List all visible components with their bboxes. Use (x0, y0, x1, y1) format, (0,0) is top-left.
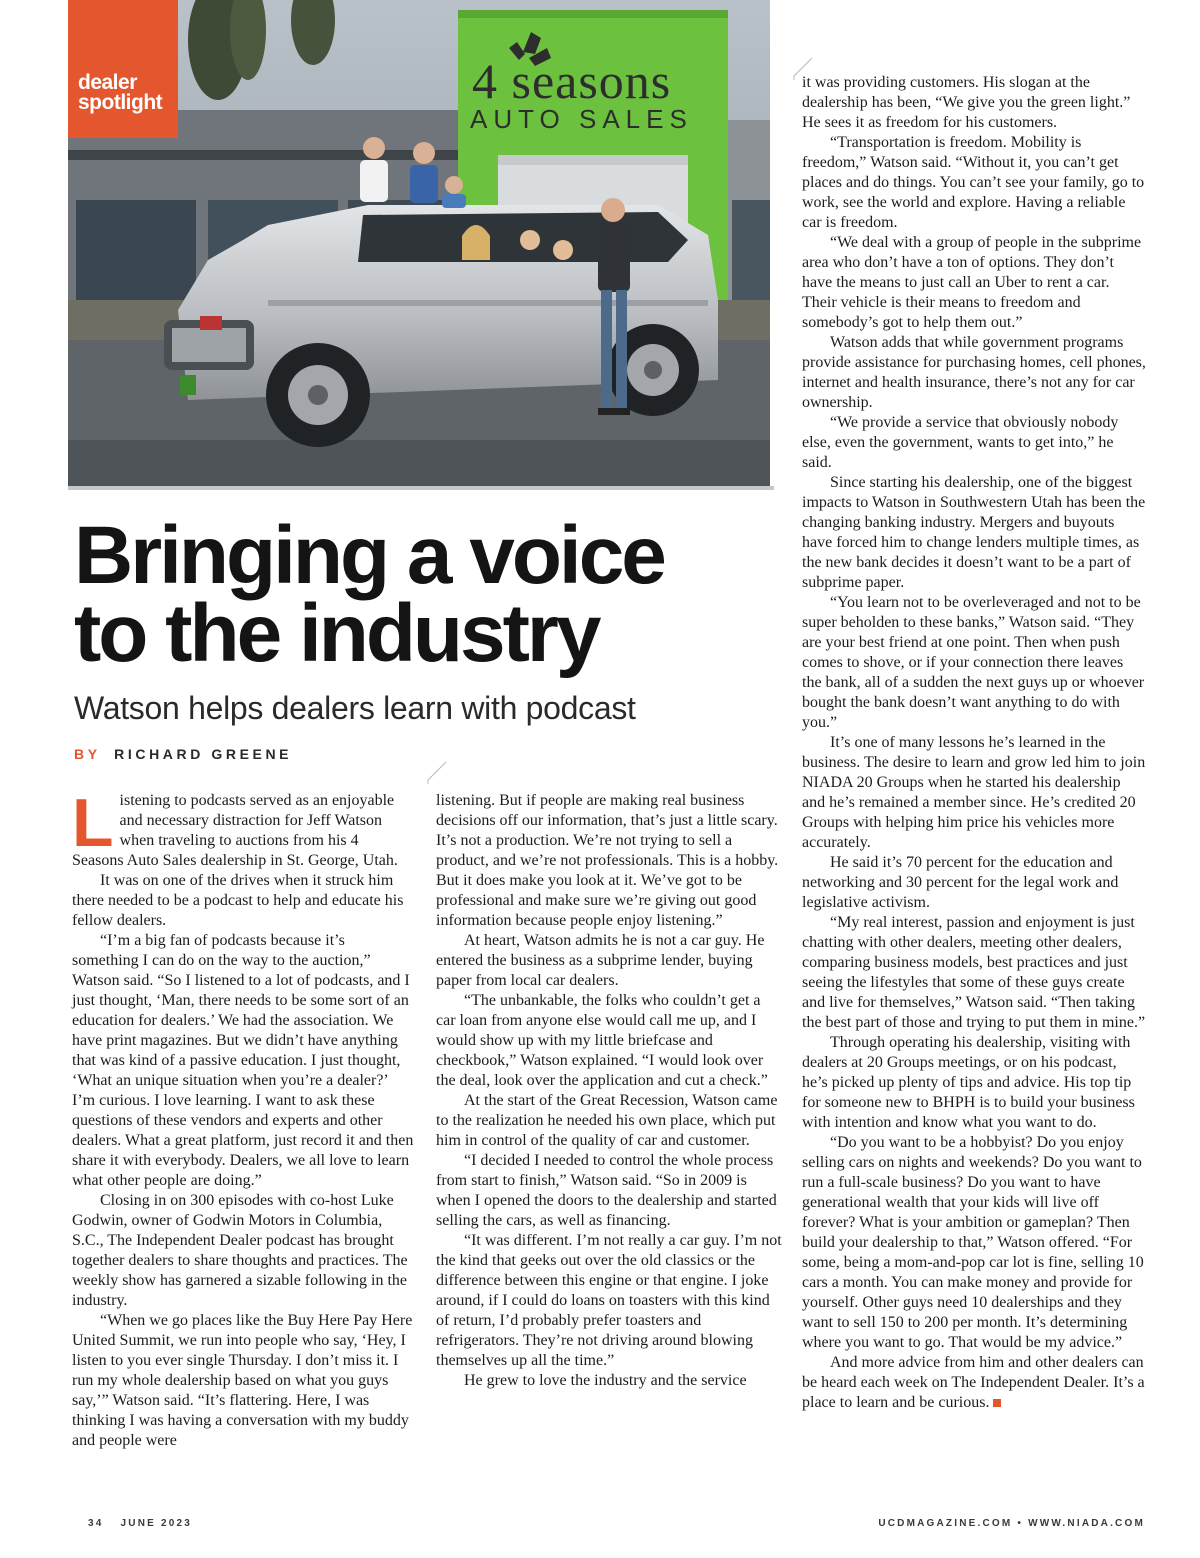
article-column-1 (72, 785, 414, 1451)
article-paragraph (802, 1353, 1146, 1413)
article-paragraph: At the start of the Great Recession, Watson came to the realization he needed his own place, which put him in control of the quality of car and customer. (436, 1092, 778, 1149)
article-paragraph: “My real interest, passion and enjoyment is just chatting with other dealers, meeting other dealers, comparing business models, best practices and just seeing the lifestyles that some of these guys create and live for themselves,” Watson said. “Then taking the best part of those and trying to put them in mine.” (802, 914, 1146, 1031)
shop-sign-subtitle: AUTO SALES (470, 104, 693, 134)
hero-photo (68, 0, 770, 488)
paragraph-text: And more advice from him and other dealers can be heard each week on The Independent Dealer. It’s a place to learn and be curious. (802, 1354, 1145, 1411)
article-paragraph: Watson adds that while government programs provide assistance for purchasing homes, cell phones, internet and health insurance, there’s not any for car ownership. (802, 334, 1146, 411)
article-paragraph: He grew to love the industry and the service (464, 1372, 747, 1389)
article-paragraph: Since starting his dealership, one of the biggest impacts to Watson in Southwestern Utah has been the changing banking industry. Mergers and buyouts have forced him to change lenders multiple times, as the new bank decides it doesn’t want to be a part of subprime paper. (802, 474, 1146, 591)
badge-line-1: dealer (78, 71, 137, 94)
article-column-3 (802, 73, 1146, 1413)
photo-shadow (68, 486, 774, 490)
badge-line-2: spotlight (78, 91, 163, 114)
byline-prefix: BY (74, 746, 101, 762)
byline-author: RICHARD GREENE (114, 746, 293, 762)
article-paragraph: “Do you want to be a hobbyist? Do you enjoy selling cars on nights and weekends? Do you want to run a full-scale business? Do you want to have generational wealth that your kids will live off forever? What is your ambition or gameplan? Then build your dealership to that,” Watson offered. “For some, being a mom-and-pop car lot is fine, selling 10 cars a month. You can make money and provide for yourself. Other guys need 10 dealerships and they want to sell 150 to 200 per month. It’s determining where you want to go. That would be my advice.” (802, 1134, 1144, 1351)
article-paragraph: It was on one of the drives when it struck him there needed to be a podcast to help and educate his fellow dealers. (72, 872, 404, 929)
article-column-2 (436, 791, 782, 1391)
end-of-article-mark (993, 1399, 1001, 1407)
article-headline (74, 510, 774, 679)
article-paragraph: “I’m a big fan of podcasts because it’s something I can do on the way to the auction,” Watson said. “So I listened to a lot of podcasts, and I just thought, ‘Man, there needs to be some sort of an education for dealers.’ We had the association. We have print magazines. But we didn’t have anything that was kind of a passive education. I just thought, ‘What an unique situation when you’re a dealer?’ I’m curious. I love learning. I want to ask these questions of these vendors and experts and other dealers. What a great platform, just record it and then share it with everybody. Dealers, we all love to learn what other people are doing.” (72, 932, 414, 1189)
shop-sign-name: 4 seasons (472, 53, 672, 109)
article-paragraph: “Transportation is freedom. Mobility is freedom,” Watson said. “Without it, you can’t get places and do things. You can’t see your family, go to work, see the world and explore. Having a reliable car is freedom. (802, 134, 1145, 231)
article-paragraph: “You learn not to be overleveraged and not to be super beholden to these banks,” Watson said. “They are your best friend at one point. Then when push comes to shove, or if your connection there leaves the bank, all of a sudden the next guys up or whoever bought the bank doesn’t want anything to do with you.” (802, 594, 1145, 731)
page-number: 34 (88, 1518, 104, 1529)
footer-sites: UCDMAGAZINE.COM • WWW.NIADA.COM (878, 1518, 1145, 1529)
article-paragraph: “When we go places like the Buy Here Pay Here United Summit, we run into people who say, ‘Hey, I listen to you ever single Thursday. I don’t miss it. I run my whole dealership based on what you guys say,’” Watson said. “It’s flattering. Here, I was thinking I was having a conversation with my buddy and people were (72, 1312, 413, 1449)
article-paragraph (72, 785, 414, 871)
paragraph-text: istening to podcasts served as an enjoyable and necessary distraction for Jeff Watson when traveling to auctions from his 4 Seasons Auto Sales dealership in St. George, Utah. (72, 792, 398, 869)
article-paragraph: “We deal with a group of people in the subprime area who don’t have a ton of options. They don’t have the means to just call an Uber to rent a car. Their vehicle is their means to freedom and somebody’s got to help them out.” (802, 234, 1142, 331)
article-paragraph: it was providing customers. His slogan at the dealership has been, “We give you the green light.” He sees it as freedom for his customers. (802, 74, 1131, 131)
column-rule-mark (426, 760, 448, 784)
article-paragraph: “The unbankable, the folks who couldn’t get a car loan from anyone else would call me up, and I would show up with my little briefcase and checkbook,” Watson explained. “I would look over the deal, look over the application and cut a check.” (436, 992, 768, 1089)
headline-line-1: Bringing a voice (74, 510, 664, 601)
article-paragraph: “It was different. I’m not really a car guy. I’m not the kind that geeks out over the old classics or the difference between this engine or that engine. I joke around, if I could do loans on toasters with this kind of return, I’d probably prefer toasters and refrigerators. They’re not driving around blowing themselves up all the time.” (436, 1232, 782, 1369)
issue-date: JUNE 2023 (120, 1518, 193, 1529)
article-paragraph: He said it’s 70 percent for the education and networking and 30 percent for the legal work and legislative activism. (802, 854, 1119, 911)
dealer-spotlight-badge (68, 0, 178, 138)
article-paragraph: listening. But if people are making real business decisions off our information, that’s just a little scary. It’s not a production. We’re not trying to sell a product, and we’re not professionals. This is a hobby. But it does make you look at it. We’ve got to be professional and make sure we’re giving out good information because people enjoy listening.” (436, 792, 779, 929)
article-paragraph: At heart, Watson admits he is not a car guy. He entered the business as a subprime lender, buying paper from local car dealers. (436, 932, 765, 989)
article-paragraph: “I decided I needed to control the whole process from start to finish,” Watson said. “So in 2009 is when I opened the doors to the dealership and started selling the cars, as well as financing. (436, 1152, 777, 1229)
article-dek: Watson helps dealers learn with podcast (74, 690, 636, 726)
drop-cap: L (72, 785, 114, 861)
footer-folio (88, 1518, 192, 1529)
article-paragraph: It’s one of many lessons he’s learned in the business. The desire to learn and grow led him to join NIADA 20 Groups when he started his dealership and he’s remained a member since. He’s credited 20 Groups with helping him price his vehicles more accurately. (802, 734, 1146, 851)
shop-sign (466, 26, 756, 136)
byline (74, 746, 292, 762)
article-paragraph: Through operating his dealership, visiting with dealers at 20 Groups meetings, or on his podcast, he’s picked up plenty of tips and advice. His top tip for someone new to BHPH is to build your business with intention and know what you want to do. (802, 1034, 1135, 1131)
article-paragraph: Closing in on 300 episodes with co-host Luke Godwin, owner of Godwin Motors in Columbia, S.C., The Independent Dealer podcast has brought together dealers to share thoughts and practices. The weekly show has garnered a sizable following in the industry. (72, 1192, 408, 1309)
article-paragraph: “We provide a service that obviously nobody else, even the government, wants to get into,” he said. (802, 414, 1119, 471)
headline-line-2: to the industry (74, 588, 599, 679)
